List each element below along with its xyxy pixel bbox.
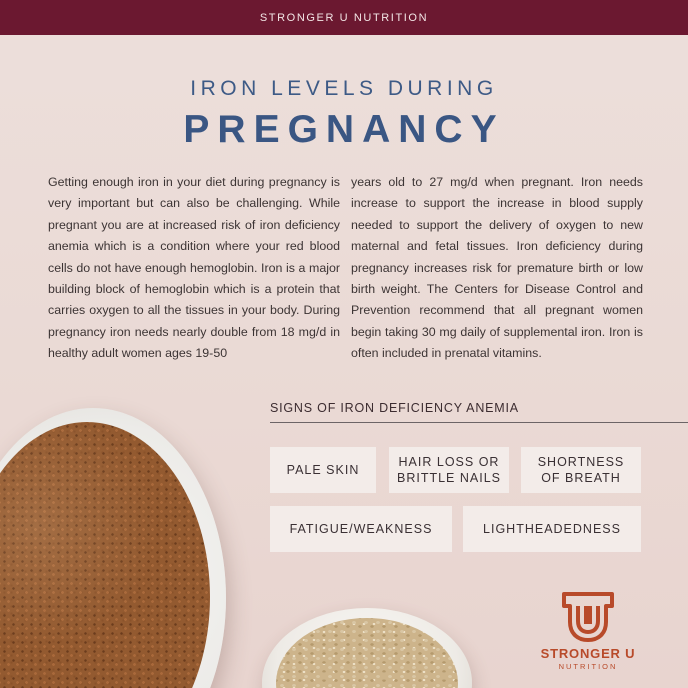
sign-tile-line: HAIR LOSS OR xyxy=(398,455,500,469)
sign-tile-shortness-of-breath xyxy=(521,447,641,493)
sign-tile-fatigue xyxy=(270,506,452,552)
sign-tile-line: PALE SKIN xyxy=(286,463,360,477)
logo-subtitle: NUTRITION xyxy=(558,662,618,671)
stronger-u-logo xyxy=(532,592,644,676)
page-title: PREGNANCY xyxy=(183,108,505,151)
sign-tile-line: BRITTLE NAILS xyxy=(397,471,501,485)
logo-name: STRONGER U xyxy=(540,646,636,661)
body-column-right: years old to 27 mg/d when pregnant. Iron needs increase to support the increase in blood supply needed to support the delivery of oxygen to new maternal and fetal tissues. Iron deficiency during pregnancy increases risk for premature birth or low birth weight. The Centers for Disease Control and Prevention recommend that all pregnant women begin taking 30 mg daily of supplemental iron. Iron is often included in prenatal vitamins. xyxy=(351,175,643,361)
brand-name: STRONGER U NUTRITION xyxy=(259,11,429,24)
u-shield-icon xyxy=(562,592,614,642)
section-divider xyxy=(270,422,688,423)
page-kicker: IRON LEVELS DURING xyxy=(190,77,498,100)
sign-tile-line: OF BREATH xyxy=(541,471,621,485)
body-column-left: Getting enough iron in your diet during pregnancy is very important but can also be challenging. While pregnant you are at increased risk of iron deficiency anemia which is a condition where your red blood cells do not have enough hemoglobin. Iron is a major building block of hemoglobin which is a protein that carries oxygen to all the tissues in your body. During pregnancy iron needs nearly double from 18 mg/d in healthy adult women ages 19-50 xyxy=(48,175,340,361)
sign-tile-hair-loss xyxy=(389,447,509,493)
header-bar xyxy=(0,0,688,35)
sign-tile-line: LIGHTHEADEDNESS xyxy=(483,522,621,536)
signs-section-title: SIGNS OF IRON DEFICIENCY ANEMIA xyxy=(270,401,519,415)
sign-tile-pale-skin xyxy=(270,447,376,493)
sign-tile-lightheadedness xyxy=(463,506,641,552)
sign-tile-line: SHORTNESS xyxy=(537,455,625,469)
sign-tile-line: FATIGUE/WEAKNESS xyxy=(289,522,433,536)
